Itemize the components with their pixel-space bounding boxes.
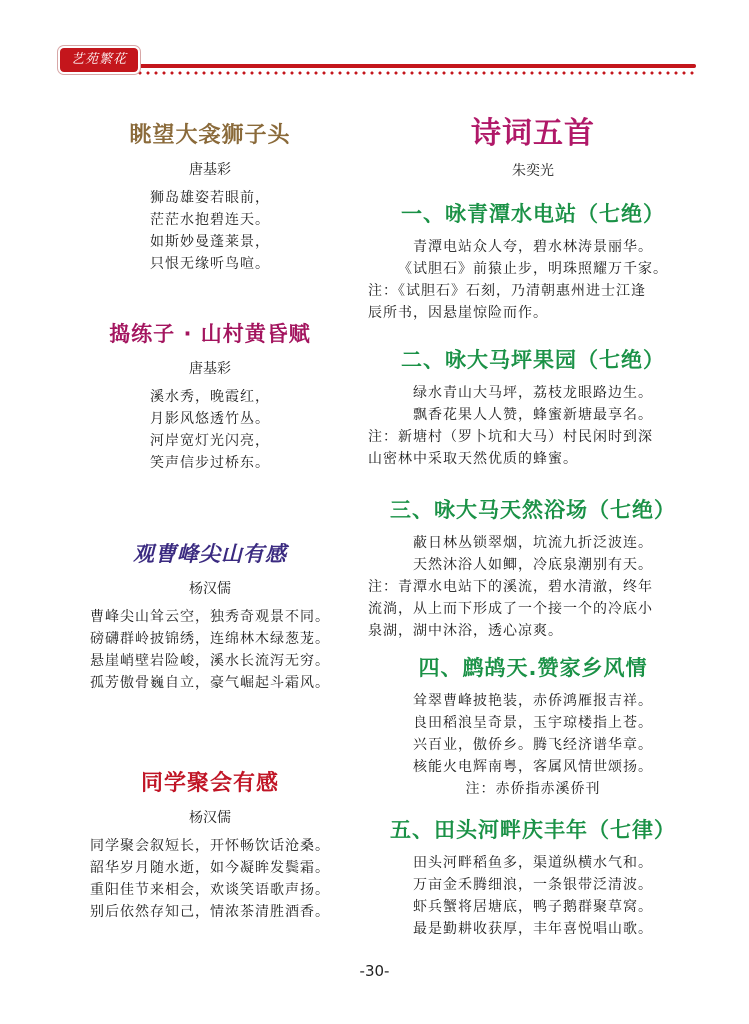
poem-1 [60,118,360,275]
poem-line: 茫茫水抱碧连天。 [150,212,270,228]
poem-r2 [368,344,698,470]
poem-title: 同学聚会有感 [140,771,279,796]
poem-line: 同学聚会叙短长，开怀畅饮话沧桑。 [90,838,330,854]
poem-2 [60,318,360,474]
poem-4 [60,766,360,923]
poem-note: 泉湖，湖中沐浴，透心凉爽。 [368,623,563,639]
poem-r1 [368,198,698,324]
poem-line: 耸翠曹峰披艳装，赤侨鸿雁报吉祥。 [413,693,653,709]
poem-line: 河岸宽灯光闪亮， [150,433,270,449]
main-heading [368,108,698,180]
page-header [0,0,749,80]
collection-author: 朱奕光 [512,163,554,179]
poem-title: 三、咏大马天然浴场（七绝） [390,498,676,522]
poem-3 [60,538,360,694]
poem-line: 狮岛雄姿若眼前， [150,190,270,206]
poem-line: 溪水秀，晚霞红， [150,389,270,405]
poem-r4 [368,652,698,800]
poem-line: 《试胆石》前猿止步，明珠照耀万千家。 [398,261,668,277]
poem-note: 注：新塘村（罗卜坑和大马）村民闲时到深 [368,429,653,445]
poem-line: 田头河畔稻鱼多，渠道纵横水气和。 [413,855,653,871]
poem-note: 注：青潭水电站下的溪流，碧水清澈，终年 [368,579,653,595]
poem-line: 如斯妙曼蓬莱景， [150,234,270,250]
poem-line: 悬崖峭壁岩险峻，溪水长流泻无穷。 [90,653,330,669]
poem-title: 眺望大衾狮子头 [129,123,291,148]
poem-title: 一、咏青潭水电站（七绝） [401,202,665,226]
poem-title: 四、鹧鸪天.赞家乡风情 [418,656,648,680]
poem-author: 杨汉儒 [189,581,231,597]
poem-title: 五、田头河畔庆丰年（七律） [390,818,676,842]
header-dotted-rule [136,70,696,76]
poem-line: 天然沐浴人如鲫，冷底泉潮别有天。 [413,557,653,573]
poem-author: 唐基彩 [189,162,231,178]
poem-line: 笑声信步过桥东。 [150,455,270,471]
poem-title: 捣练子 · 山村黄昏赋 [109,322,311,346]
poem-line: 最是勤耕收获厚，丰年喜悦唱山歌。 [413,921,653,937]
poem-title: 观曹峰尖山有感 [133,541,287,566]
poem-line: 万亩金禾腾细浪，一条银带泛清波。 [413,877,653,893]
poem-note: 山密林中采取天然优质的蜂蜜。 [368,451,578,467]
poem-r3 [368,494,698,642]
poem-r5 [368,814,698,940]
poem-author: 唐基彩 [189,361,231,377]
poem-note: 流淌，从上而下形成了一个接一个的冷底小 [368,601,653,617]
poem-line: 孤芳傲骨巍自立，豪气崛起斗霜风。 [90,675,330,691]
poem-line: 良田稻浪呈奇景，玉宇琼楼指上苍。 [413,715,653,731]
poem-line: 重阳佳节来相会，欢谈笑语歌声扬。 [90,882,330,898]
poem-line: 核能火电辉南粤，客属风情世颂扬。 [413,759,653,775]
poem-note: 辰所书，因悬崖惊险而作。 [368,305,548,321]
poem-line: 兴百业，傲侨乡。腾飞经济谱华章。 [413,737,653,753]
poem-line: 曹峰尖山耸云空，独秀奇观景不同。 [90,609,330,625]
poem-note: 注：《试胆石》石刻，乃清朝惠州进士江逢 [368,283,646,299]
poem-line: 月影风悠透竹丛。 [150,411,270,427]
collection-title: 诗词五首 [471,116,595,151]
column-brand-tag: 艺苑繁花 [60,48,138,72]
poem-line: 青潭电站众人夸，碧水林涛景丽华。 [413,239,653,255]
poem-line: 韶华岁月随水逝，如今凝眸发鬓霜。 [90,860,330,876]
poem-line: 蔽日林丛锁翠烟，坑流九折泛波连。 [413,535,653,551]
poem-line: 绿水青山大马坪，荔枝龙眼路边生。 [413,385,653,401]
poem-author: 杨汉儒 [189,810,231,826]
poem-title: 二、咏大马坪果园（七绝） [401,348,665,372]
poem-line: 虾兵蟹将居塘底，鸭子鹅群聚草窝。 [413,899,653,915]
poem-line: 飘香花果人人赞，蜂蜜新塘最享名。 [413,407,653,423]
poem-note: 注：赤侨指赤溪侨刊 [465,781,601,797]
page-number: -30- [359,962,390,980]
poem-line: 别后依然存知己，情浓茶清胜酒香。 [90,904,330,920]
poem-line: 只恨无缘听鸟喧。 [150,256,270,272]
poem-line: 磅礴群岭披锦绣，连绵林木绿葱茏。 [90,631,330,647]
header-rule [136,64,696,68]
